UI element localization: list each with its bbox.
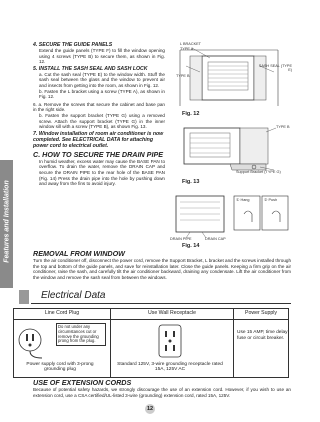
step6-b: b. Fasten the support bracket (TYPE G) using a removed screw. Attach the support bracket (TYPE G) in the inner window sill with a screw (TYPE B), as shown Fig. 13. [39, 112, 165, 130]
header-wall-receptacle: Use Wall Receptacle [111, 309, 234, 320]
power-supply-text: Use 15 AMP, time delay fuse or circuit breaker. [237, 330, 288, 341]
page-number: 12 [146, 406, 154, 412]
receptacle-cell [111, 320, 234, 378]
fig14-hang-label: ① Hang [236, 198, 250, 202]
step5-b: b. Fasten the L bracket using a screw (TYPE A), as shown in Fig. 12. [39, 88, 165, 100]
step5-a: a. Cut the sash seal (TYPE E) to the window width. Stuff the sash seal between the glass and the window to prevent air and insects from getting into the room, as shown in Fig. 12. [39, 71, 165, 88]
fig14-drain-pipe-label: DRAIN PIPE [170, 237, 192, 241]
plug-icon [16, 324, 56, 360]
fig13-support-label: Support Bracket (TYPE G) [236, 170, 281, 174]
title-underline [31, 303, 291, 304]
extension-title: USE OF EXTENSION CORDS [33, 378, 132, 387]
fig13-caption: Fig. 13 [182, 179, 200, 185]
section-c-title: C. HOW TO SECURE THE DRAIN PIPE [33, 149, 164, 159]
removal-body: Turn the air conditioner off, disconnect the power cord, remove the Support Bracket, L bracket and the screws installed through the top and bottom of the guide panels, and save for reinstallation later. Close the guide panels. Keeping a firm grip on the air conditioner, raise the sash, and carefully tilt the air conditioner backward, draining any condensate. Lift the air conditioner from the window and remove the sash seal from between the windows. [33, 258, 291, 280]
fig13-type-b-label: TYPE B [276, 125, 290, 129]
fig14-push-label: ② Push [264, 198, 278, 202]
electrical-title: Electrical Data [41, 290, 106, 301]
header-power-supply: Power Supply [234, 309, 289, 320]
side-section-tab [0, 160, 13, 288]
extension-body: Because of potential safety hazards, we strongly discourage the use of an extension cord. However, if you wish to use an extension cord, use a CSA certified/UL-listed 3-wire (grounding) extension cord, rated 15A, 125V. [33, 387, 291, 398]
plug-caption: Power supply cord with 3-prong grounding plug [26, 362, 94, 373]
removal-section [33, 249, 291, 280]
section-c-body: In humid weather, excess water may cause the BASE PAN to overflow. To drain the water, remove the DRAIN CAP and secure the DRAIN PIPE to the rear hole of the BASE PAN (Fig. 14) Press the drain pipe into the hole by pushing down and away from the fins to avoid injury. [39, 158, 165, 187]
step4-body: Extend the guide panels (TYPE F) to fill the window opening using 4 screws (TYPE B) to secure them, as shown in Fig. 12. [39, 48, 165, 65]
removal-title: REMOVAL FROM WINDOW [33, 249, 125, 258]
receptacle-icon [155, 323, 185, 359]
extension-section [33, 378, 291, 398]
fig12-caption: Fig. 12 [182, 111, 200, 117]
power-cell [234, 320, 289, 378]
fig12-sash-seal-label: SASH SEAL (TYPE E) [258, 64, 292, 73]
fig12-l-bracket-label: L BRACKET [180, 42, 201, 46]
fig12-type-b-label: TYPE B [176, 74, 190, 78]
header-line-cord-plug: Line Cord Plug [14, 309, 111, 320]
fig14-caption: Fig. 14 [182, 243, 200, 249]
title-bar-accent [19, 290, 29, 304]
step4-title: 4. SECURE THE GUIDE PANELS [33, 42, 113, 48]
step5-title: 5. INSTALL THE SASH SEAL AND SASH LOCK [33, 65, 148, 72]
fig12-type-a-label: TYPE A [180, 47, 194, 51]
electrical-table [13, 308, 289, 378]
side-section-label: Features and Installation [3, 180, 11, 263]
grounding-warning: Do not under any circumstances cut or remove the grounding prong from the plug. [56, 323, 106, 346]
left-column [33, 42, 165, 187]
receptacle-caption: Standard 125V, 3-wire grounding receptacle rated 15A, 125V AC [117, 362, 223, 373]
step7-text: 7. Window installation of room air conditioner is now completed. See ELECTRICAL DATA for attaching power cord to electrical outlet. [33, 130, 164, 149]
step6-a: 6. a. Remove the screws that secure the cabinet and base pan in the right side. [33, 101, 165, 113]
electrical-title-bar [13, 290, 291, 304]
plug-cell [14, 320, 111, 378]
fig14-drain-cap-label: DRAIN CAP [205, 237, 226, 241]
